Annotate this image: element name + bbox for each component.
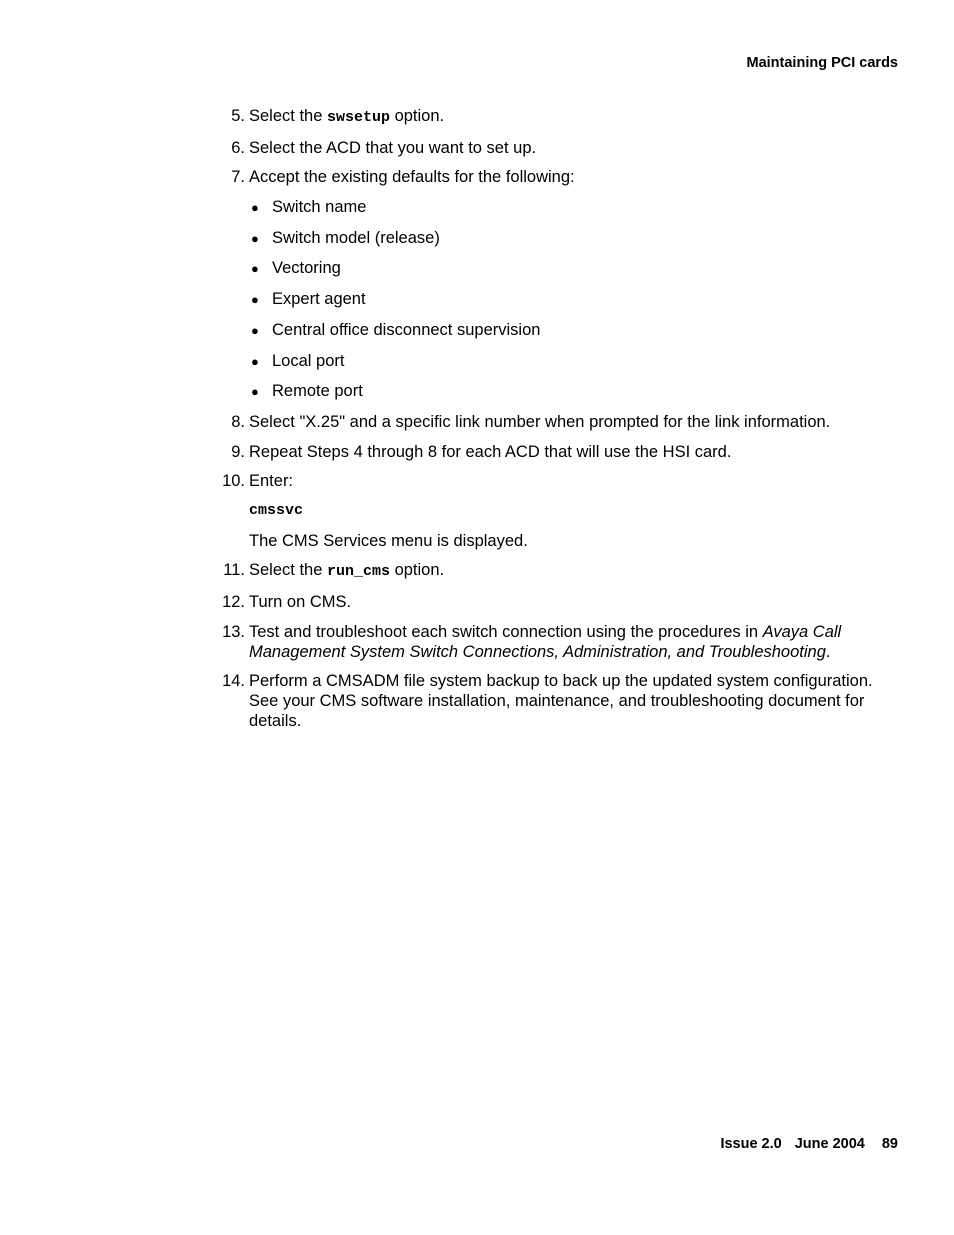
step-text: Select the [249, 107, 327, 125]
step-text: Test and troubleshoot each switch connection using the procedures in [249, 622, 763, 641]
procedure-steps [200, 106, 900, 741]
page-footer [720, 1136, 898, 1152]
bullet-icon: ● [251, 292, 259, 308]
step-text: Repeat Steps 4 through 8 for each ACD that will use the HSI card. [249, 442, 732, 461]
command-code: cmssvc [249, 501, 304, 519]
step-number: 6. [231, 138, 245, 157]
step-text: Select "X.25" and a specific link number when prompted for the link information. [249, 412, 831, 431]
list-item [249, 320, 900, 341]
list-item [249, 197, 900, 218]
list-item [249, 381, 900, 402]
step-text: . [825, 642, 831, 661]
step-6 [200, 138, 900, 158]
step-text: option. [389, 561, 445, 580]
step-text: Perform a CMSADM file system backup to back up the updated system configuration. See your CMS software installation, maintenance, and troubleshooting document for details. [249, 672, 873, 731]
bullet-icon: ● [251, 322, 259, 338]
option-code: run_cms [326, 563, 390, 581]
step-13 [200, 622, 900, 662]
defaults-list [249, 197, 900, 402]
list-item-text: Local port [272, 351, 345, 370]
step-number: 8. [231, 412, 245, 431]
step-8 [200, 412, 900, 432]
page-number: 89 [881, 1136, 898, 1152]
step-number: 13. [222, 622, 245, 641]
result-text: The CMS Services menu is displayed. [249, 531, 528, 550]
list-item [249, 351, 900, 372]
list-item-text: Vectoring [272, 259, 341, 278]
step-number: 11. [223, 561, 245, 580]
bullet-icon: ● [251, 230, 259, 246]
step-9 [200, 442, 900, 462]
list-item-text: Expert agent [272, 290, 366, 309]
list-item-text: Remote port [272, 382, 363, 401]
bullet-icon: ● [251, 353, 259, 369]
step-number: 5. [231, 107, 245, 125]
step-12 [200, 592, 900, 612]
step-14 [200, 671, 900, 731]
issue-label: Issue 2.0 [720, 1136, 782, 1152]
step-number: 14. [222, 672, 245, 691]
step-number: 9. [231, 442, 245, 461]
bullet-icon: ● [251, 261, 259, 277]
bullet-icon: ● [251, 384, 259, 400]
step-text: Accept the existing defaults for the following: [249, 168, 575, 187]
list-item [249, 228, 900, 249]
step-text: Turn on CMS. [249, 593, 352, 611]
step-7 [200, 167, 900, 402]
running-header: Maintaining PCI cards [746, 55, 898, 71]
list-item [249, 289, 900, 310]
document-reference: Avaya Call Management System Switch Connections, Administration, and Troubleshooting [249, 622, 842, 661]
step-11 [200, 560, 900, 582]
list-item-text: Switch model (release) [272, 228, 440, 247]
step-number: 12. [222, 593, 245, 611]
list-item [249, 258, 900, 279]
step-text: option. [389, 107, 445, 125]
list-item-text: Switch name [272, 198, 367, 217]
step-10 [200, 471, 900, 550]
step-number: 10. [222, 472, 245, 491]
step-text: Select the ACD that you want to set up. [249, 138, 537, 157]
step-number: 7. [231, 168, 245, 187]
issue-date: June 2004 [794, 1136, 865, 1152]
option-code: swsetup [326, 109, 390, 126]
step-text: Enter: [249, 472, 294, 491]
list-item-text: Central office disconnect supervision [272, 320, 541, 339]
step-5 [200, 106, 900, 128]
step-text: Select the [249, 561, 327, 580]
bullet-icon: ● [251, 200, 259, 216]
